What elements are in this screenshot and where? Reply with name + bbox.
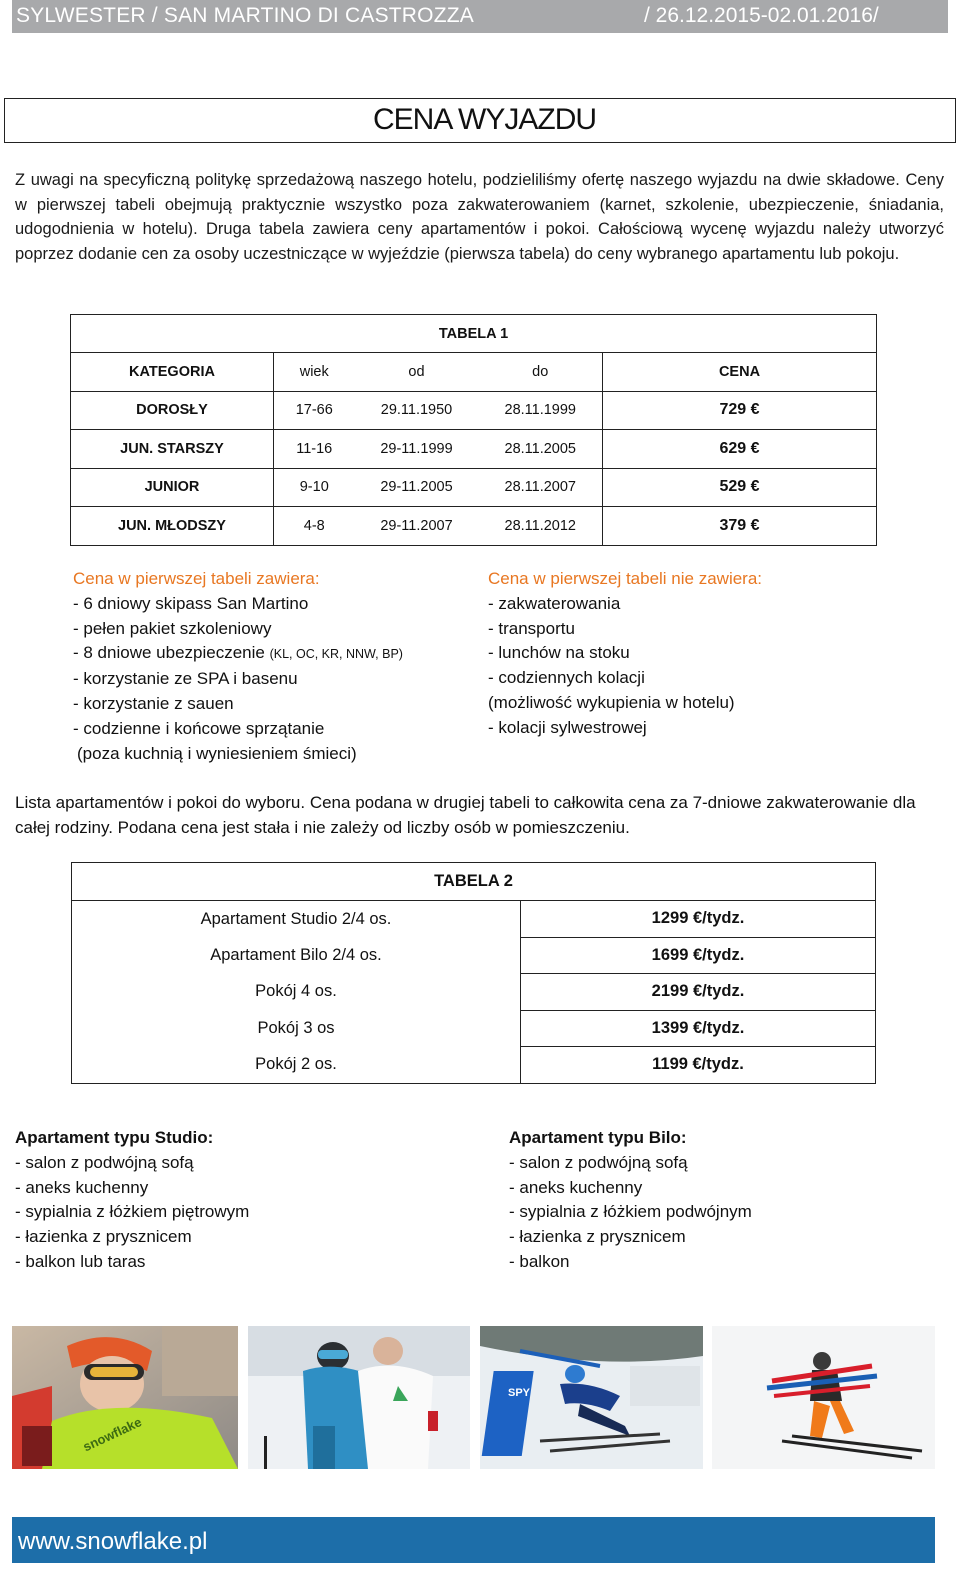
from-date-cell: 29-11.2007 <box>355 507 479 546</box>
table-row <box>71 391 877 430</box>
list-item: - 6 dniowy skipass San Martino <box>73 593 309 613</box>
room-price-cell: 2199 €/tydz. <box>521 974 876 1011</box>
list-item: - łazienka z prysznicem <box>15 1227 192 1247</box>
list-item: - salon z podwójną sofą <box>509 1152 688 1172</box>
table-row <box>71 507 877 546</box>
list-item: (możliwość wykupienia w hotelu) <box>488 692 735 712</box>
price-cell: 529 € <box>603 468 877 507</box>
category-cell: DOROSŁY <box>71 391 274 430</box>
table-row <box>72 1010 876 1047</box>
footer-bar <box>12 1517 935 1563</box>
list-item: - balkon lub taras <box>15 1251 146 1271</box>
header-title: SYLWESTER / SAN MARTINO DI CASTROZZA <box>16 4 474 27</box>
list-item: - aneks kuchenny <box>15 1177 149 1197</box>
list-item <box>73 641 403 667</box>
list-item: - codzienne i końcowe sprzątanie <box>73 718 325 738</box>
to-date-cell: 28.11.2005 <box>479 430 603 469</box>
list-item: - lunchów na stoku <box>488 643 630 663</box>
list-item: - korzystanie z sauen <box>73 693 234 713</box>
list-item: - aneks kuchenny <box>509 1177 643 1197</box>
price-cell: 379 € <box>603 507 877 546</box>
list-item: - transportu <box>488 618 575 638</box>
list-item: - balkon <box>509 1251 570 1271</box>
table-row <box>72 974 876 1011</box>
table-row <box>72 1047 876 1084</box>
room-name-cell: Pokój 3 os <box>72 1010 521 1047</box>
category-cell: JUNIOR <box>71 468 274 507</box>
bilo-description <box>509 1126 752 1275</box>
table-row <box>72 937 876 974</box>
table-row <box>72 901 876 938</box>
photo-slalom <box>480 1326 703 1469</box>
table1-header-row <box>71 353 877 392</box>
studio-description <box>15 1126 249 1275</box>
list-item: - zakwaterowania <box>488 593 621 613</box>
from-date-cell: 29.11.1950 <box>355 391 479 430</box>
includes-list <box>73 567 403 766</box>
list-item: - sypialnia z łóżkiem piętrowym <box>15 1202 250 1222</box>
includes-heading: Cena w pierwszej tabeli zawiera: <box>73 569 320 588</box>
price-table-2 <box>71 862 876 1084</box>
age-cell: 4-8 <box>274 507 355 546</box>
footer-url[interactable]: www.snowflake.pl <box>18 1528 208 1555</box>
photo-instructor <box>12 1326 238 1469</box>
list-item: - codziennych kolacji <box>488 668 645 688</box>
bilo-heading: Apartament typu Bilo: <box>509 1128 687 1147</box>
to-date-cell: 28.11.2012 <box>479 507 603 546</box>
list-item: - sypialnia z łóżkiem podwójnym <box>509 1202 752 1222</box>
to-date-cell: 28.11.1999 <box>479 391 603 430</box>
banner-text: SPY <box>508 1387 531 1399</box>
list-item: - korzystanie ze SPA i basenu <box>73 669 298 689</box>
section-title-box <box>4 98 956 143</box>
table1-header-kategoria: KATEGORIA <box>71 353 274 392</box>
header-dates: / 26.12.2015-02.01.2016/ <box>644 4 879 27</box>
table1-header-wiek: wiek <box>274 353 355 392</box>
age-cell: 9-10 <box>274 468 355 507</box>
list-item: (poza kuchnią i wyniesieniem śmieci) <box>77 743 357 763</box>
table1-caption: TABELA 1 <box>71 315 877 353</box>
list-item: - pełen pakiet szkoleniowy <box>73 618 272 638</box>
from-date-cell: 29-11.2005 <box>355 468 479 507</box>
vest-text: snowflake <box>80 1414 144 1455</box>
photo-pole-skier <box>712 1326 935 1469</box>
room-price-cell: 1699 €/tydz. <box>521 937 876 974</box>
price-table-1 <box>70 314 877 546</box>
excludes-list <box>488 567 762 741</box>
room-name-cell: Pokój 4 os. <box>72 974 521 1011</box>
intro-paragraph: Z uwagi na specyficzną politykę sprzedażową naszego hotelu, podzieliliśmy ofertę naszego wyjazdu na dwie składowe. Ceny w pierwszej tabeli obejmują praktycznie wszystko poza zakwaterowaniem (karnet, szkolenie, ubezpieczenie, śniadania, udogodnienia w hotelu). Druga tabela zawiera ceny apartamentów i pokoi. Całościową wycenę wyjazdu należy utworzyć poprzez dodanie cen za osoby uczestniczące w wyjeździe (pierwsza tabela) do ceny wybranego apartamentu lub pokoju. <box>15 171 944 263</box>
excludes-heading: Cena w pierwszej tabeli nie zawiera: <box>488 569 763 588</box>
list-item: - salon z podwójną sofą <box>15 1152 194 1172</box>
from-date-cell: 29-11.1999 <box>355 430 479 469</box>
room-price-cell: 1399 €/tydz. <box>521 1010 876 1047</box>
photo-two-skiers <box>248 1326 470 1469</box>
room-price-cell: 1299 €/tydz. <box>521 901 876 938</box>
age-cell: 11-16 <box>274 430 355 469</box>
to-date-cell: 28.11.2007 <box>479 468 603 507</box>
price-cell: 629 € <box>603 430 877 469</box>
table-row <box>71 468 877 507</box>
insurance-abbrev: (KL, OC, KR, NNW, BP) <box>269 647 403 662</box>
table2-caption: TABELA 2 <box>72 863 876 901</box>
price-cell: 729 € <box>603 391 877 430</box>
category-cell: JUN. STARSZY <box>71 430 274 469</box>
age-cell: 17-66 <box>274 391 355 430</box>
room-price-cell: 1199 €/tydz. <box>521 1047 876 1084</box>
table1-header-do: do <box>479 353 603 392</box>
room-name-cell: Apartament Bilo 2/4 os. <box>72 937 521 974</box>
table1-header-cena: CENA <box>603 353 877 392</box>
header-bar <box>12 0 948 33</box>
table-row <box>71 430 877 469</box>
list-item-text: - 8 dniowe ubezpieczenie <box>73 643 265 663</box>
section-title: CENA WYJAZDU <box>373 103 597 136</box>
room-name-cell: Apartament Studio 2/4 os. <box>72 901 521 938</box>
category-cell: JUN. MŁODSZY <box>71 507 274 546</box>
apartments-intro: Lista apartamentów i pokoi do wyboru. Cena podana w drugiej tabeli to całkowita cena za 7-dniowe zakwaterowanie dla całej rodziny. Podana cena jest stała i nie zależy od liczby osób w pomieszczeniu. <box>15 793 916 837</box>
list-item: - kolacji sylwestrowej <box>488 717 647 737</box>
studio-heading: Apartament typu Studio: <box>15 1128 214 1147</box>
room-name-cell: Pokój 2 os. <box>72 1047 521 1084</box>
list-item: - łazienka z prysznicem <box>509 1227 686 1247</box>
table1-header-od: od <box>355 353 479 392</box>
